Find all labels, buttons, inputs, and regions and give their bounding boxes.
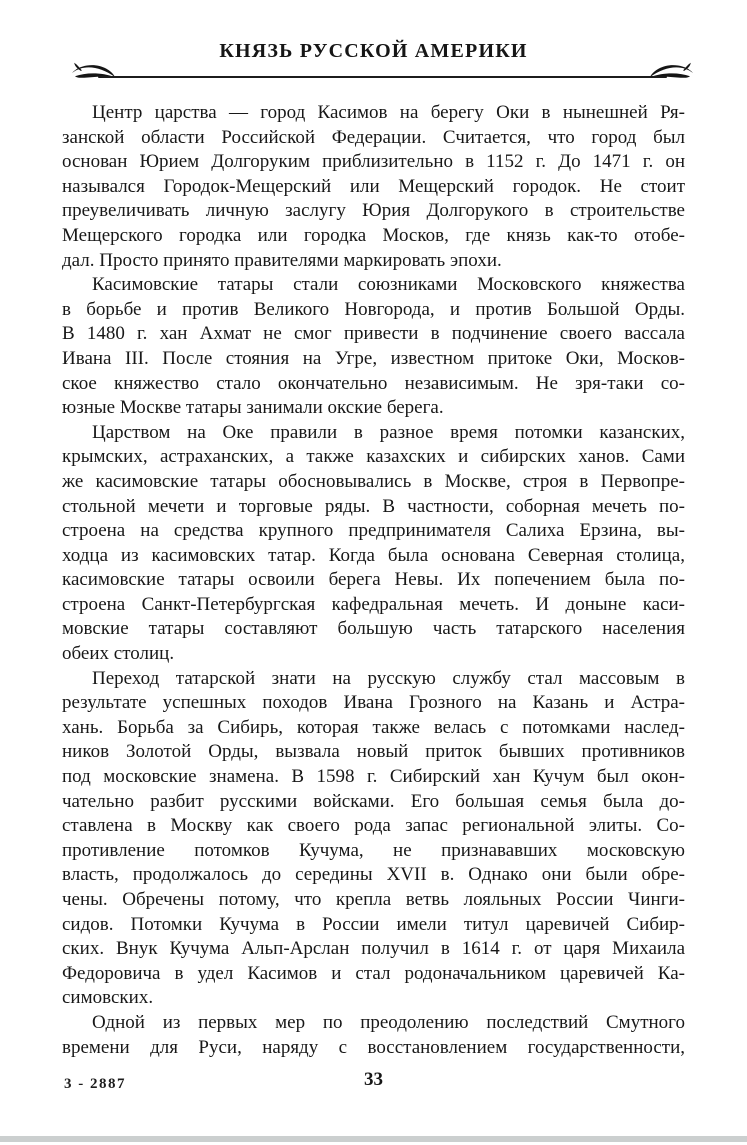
text-line: власть, продолжалось до середины XVII в. Однако они были обре- xyxy=(62,864,685,886)
paragraph xyxy=(62,667,685,1011)
text-line: под московские знамена. В 1598 г. Сибирский хан Кучум был окон- xyxy=(62,766,685,788)
text-line: крымских, астраханских, а также казахских и сибирских ханов. Сами xyxy=(62,446,685,468)
text-line: противление потомков Кучума, не признававших московскую xyxy=(62,839,685,861)
paragraph xyxy=(62,1011,685,1060)
text-line: основан Юрием Долгоруким приблизительно в 1152 г. До 1471 г. он xyxy=(62,151,685,173)
text-line: Переход татарской знати на русскую службу стал массовым в xyxy=(92,667,685,689)
text-line: ставлена в Москву как своего рода запас региональной элиты. Со- xyxy=(62,815,685,837)
text-line: времени для Руси, наряду с восстановлением государственности, xyxy=(62,1036,685,1058)
text-line: строена Санкт-Петербургская кафедральная мечеть. И доныне каси- xyxy=(62,593,685,615)
horizontal-rule xyxy=(98,76,667,78)
text-block xyxy=(62,101,685,1060)
text-line: строена на средства крупного предпринимателя Салиха Ерзина, вы- xyxy=(62,520,685,542)
text-line: юзные Москве татары занимали окские берега. xyxy=(62,397,444,419)
text-line: же касимовские татары обосновывались в Москве, строя в Первопре- xyxy=(62,470,685,492)
text-line: Царством на Оке правили в разное время потомки казанских, xyxy=(92,421,685,443)
page-number: 33 xyxy=(364,1069,383,1090)
text-line: чательно разбит русскими войсками. Его большая семья была до- xyxy=(62,790,685,812)
paragraph xyxy=(62,273,685,421)
text-line: занской области Российской Федерации. Считается, что город был xyxy=(62,126,685,148)
text-line: сидов. Потомки Кучума в России имели титул царевичей Сибир- xyxy=(62,913,685,935)
right-flourish-icon xyxy=(649,61,695,81)
text-line: дал. Просто принято правителями маркировать эпохи. xyxy=(62,249,502,271)
page-edge-shadow xyxy=(0,1136,747,1142)
paragraph xyxy=(62,421,685,667)
text-line: в борьбе и против Великого Новгорода, и против Большой Орды. xyxy=(62,298,685,320)
text-line: ников Золотой Орды, вызвала новый приток бывших противников xyxy=(62,741,685,763)
text-line: Центр царства — город Касимов на берегу Оки в нынешней Ря- xyxy=(92,102,685,123)
text-line: ходца из касимовских татар. Когда была основана Северная столица, xyxy=(62,544,685,566)
text-line: обеих столиц. xyxy=(62,643,175,665)
text-line: ское княжество стало окончательно независимым. Не зря-таки со- xyxy=(62,372,685,394)
text-line: В 1480 г. хан Ахмат не смог привести в подчинение своего вассала xyxy=(62,323,685,345)
text-line: хань. Борьба за Сибирь, которая также велась с потомками наслед- xyxy=(62,716,685,738)
text-line: Ивана III. После стояния на Угре, известном притоке Оки, Москов- xyxy=(62,347,685,369)
text-line: Федоровича в удел Касимов и стал родоначальником царевичей Ка- xyxy=(62,962,685,984)
paragraph xyxy=(62,101,685,273)
page-title: КНЯЗЬ РУССКОЙ АМЕРИКИ xyxy=(219,40,528,62)
text-line: стольной мечети и торговые ряды. В частности, соборная мечеть по- xyxy=(62,495,685,517)
text-line: чены. Обречены потому, что крепла ветвь лояльных России Чинги- xyxy=(62,889,685,910)
text-line: преувеличивать личную заслугу Юрия Долгорукого в строительстве xyxy=(62,200,685,222)
printer-signature: 3 - 2887 xyxy=(64,1076,126,1092)
text-line: ских. Внук Кучума Альп-Арслан получил в 1614 г. от царя Михаила xyxy=(62,938,685,960)
text-line: Касимовские татары стали союзниками Московского княжества xyxy=(92,274,685,296)
header-rule xyxy=(70,61,695,83)
text-line: мовские татары составляют большую часть татарского населения xyxy=(62,618,685,640)
text-line: назывался Городок-Мещерский или Мещерский городок. Не стоит xyxy=(62,175,685,197)
left-flourish-icon xyxy=(70,61,116,81)
text-line: симовских. xyxy=(62,987,154,1009)
text-line: касимовские татары освоили берега Невы. Их попечением была по- xyxy=(62,569,685,591)
text-line: результате успешных походов Ивана Грозного на Казань и Астра- xyxy=(62,692,685,714)
text-line: Мещерского городка или городка Москов, где князь как-то отобе- xyxy=(62,224,685,246)
text-line: Одной из первых мер по преодолению последствий Смутного xyxy=(92,1011,685,1033)
